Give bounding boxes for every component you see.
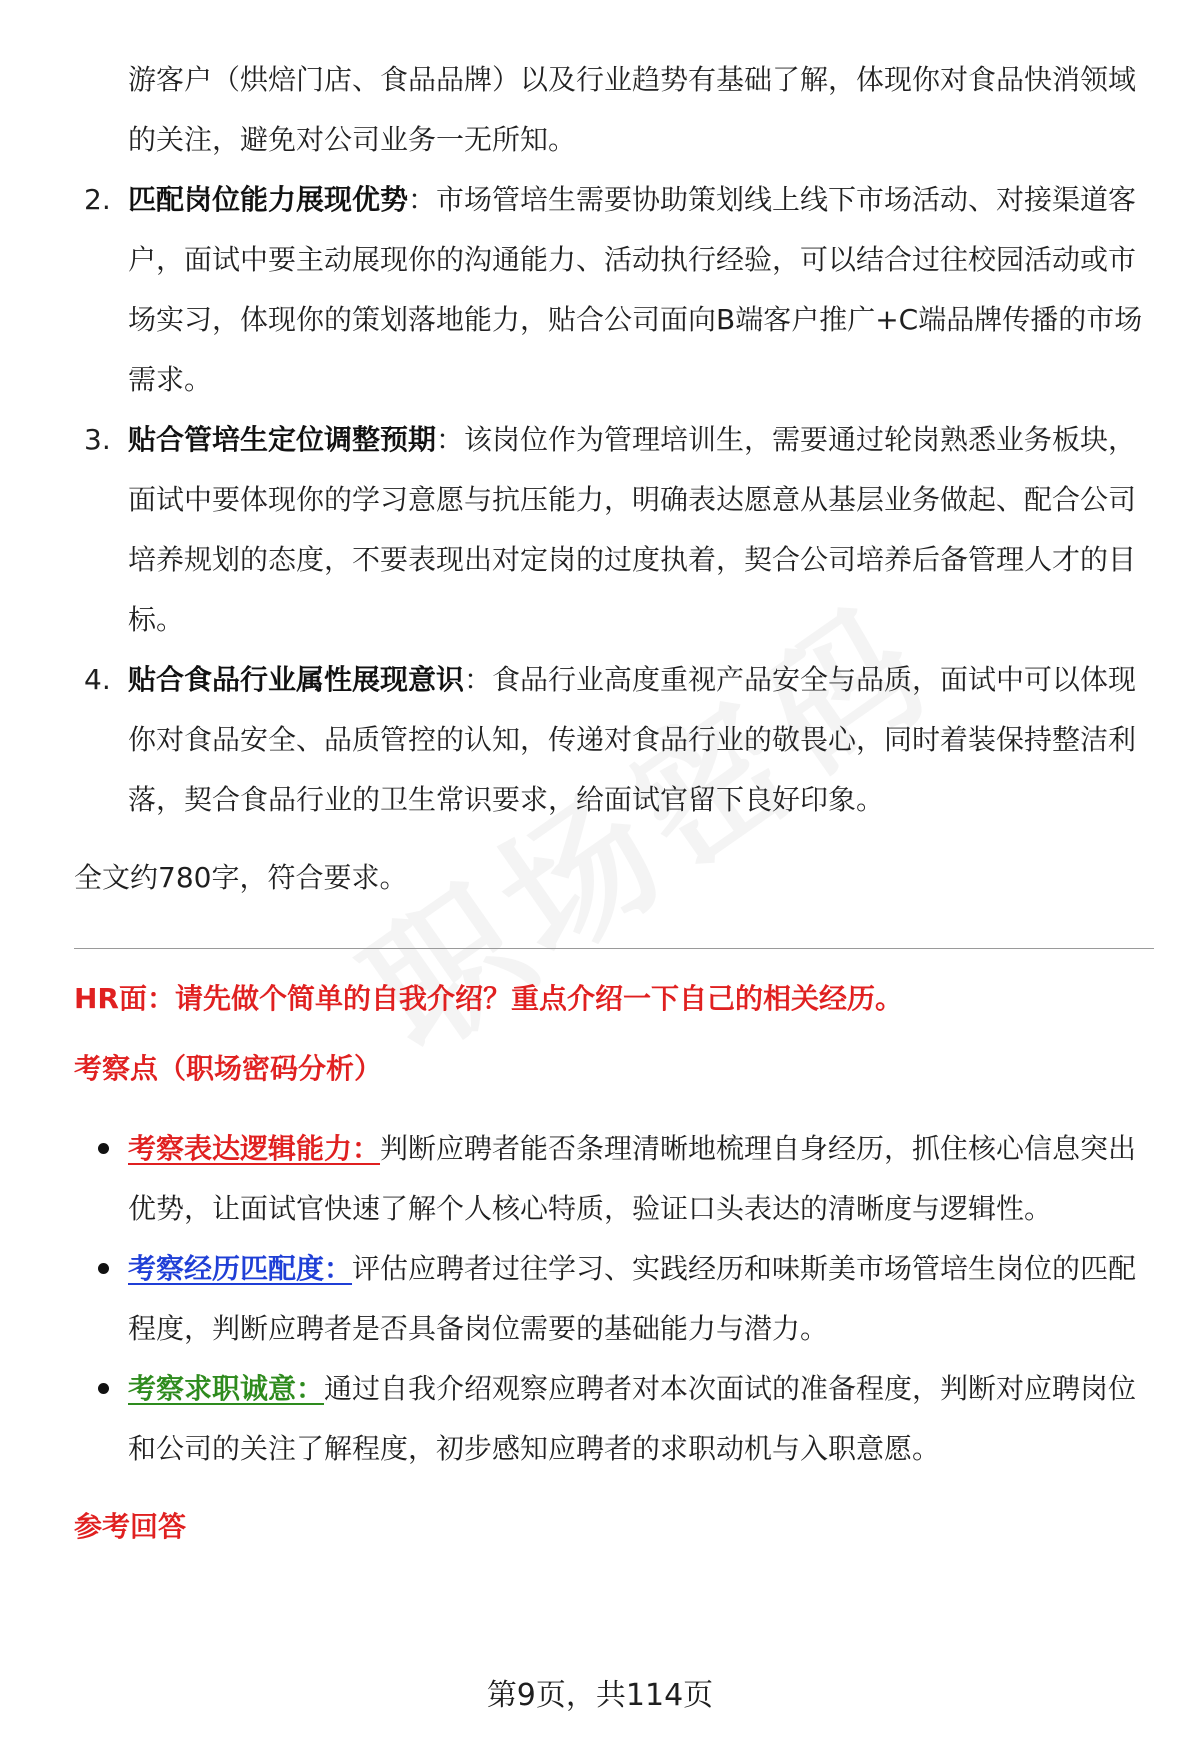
tip-item	[74, 170, 1144, 410]
tip-item	[74, 650, 1144, 830]
tip-text: ：市场管培生需要协助策划线上线下市场活动、对接渠道客户，面试中要主动展现你的沟通能力、活动执行经验，可以结合过往校园活动或市场实习，体现你的策划落地能力，贴合公司面向B端客户推广+C端品牌传播的市场需求。	[128, 183, 1143, 396]
tip-number: 4.	[84, 663, 111, 696]
bullet-icon	[98, 1383, 109, 1394]
page-number: 第9页，共114页	[486, 1678, 714, 1713]
point-text: 评估应聘者过往学习、实践经历和味斯美市场管培生岗位的匹配程度，判断应聘者是否具备岗位需要的基础能力与潜力。	[128, 1252, 1137, 1345]
point-keyword: 考察求职诚意：	[128, 1372, 325, 1405]
section-divider	[74, 948, 1154, 949]
tip-number: 2.	[84, 183, 111, 216]
tip-title: 匹配岗位能力展现优势	[128, 183, 409, 216]
tip-1-continuation: 游客户（烘焙门店、食品品牌）以及行业趋势有基础了解，体现你对食品快消领域的关注，避免对公司业务一无所知。	[128, 63, 1137, 156]
word-count-summary: 全文约780字，符合要求。	[74, 861, 408, 894]
tip-title: 贴合食品行业属性展现意识	[128, 663, 465, 696]
assessment-points-list	[74, 1119, 1144, 1479]
analysis-heading: 考察点（职场密码分析）	[74, 1052, 383, 1085]
tips-list	[74, 170, 1144, 830]
page-content	[74, 50, 1144, 1557]
tip-text: ：该岗位作为管理培训生，需要通过轮岗熟悉业务板块，面试中要体现你的学习意愿与抗压能力，明确表达愿意从基层业务做起、配合公司培养规划的态度，不要表现出对定岗的过度执着，契合公司培养后备管理人才的目标。	[128, 423, 1137, 636]
point-text: 判断应聘者能否条理清晰地梳理自身经历，抓住核心信息突出优势，让面试官快速了解个人核心特质，验证口头表达的清晰度与逻辑性。	[128, 1132, 1137, 1225]
bullet-icon	[98, 1143, 109, 1154]
assessment-point	[74, 1119, 1144, 1239]
tip-text: ：食品行业高度重视产品安全与品质，面试中可以体现你对食品安全、品质管控的认知，传递对食品行业的敬畏心，同时着装保持整洁利落，契合食品行业的卫生常识要求，给面试官留下良好印象。	[128, 663, 1137, 816]
tip-title: 贴合管培生定位调整预期	[128, 423, 437, 456]
point-text: 通过自我介绍观察应聘者对本次面试的准备程度，判断对应聘岗位和公司的关注了解程度，初步感知应聘者的求职动机与入职意愿。	[128, 1372, 1137, 1465]
assessment-point	[74, 1239, 1144, 1359]
bullet-icon	[98, 1263, 109, 1274]
point-keyword: 考察经历匹配度：	[128, 1252, 353, 1285]
reference-answer-heading: 参考回答	[74, 1510, 187, 1543]
tip-number: 3.	[84, 423, 111, 456]
point-keyword: 考察表达逻辑能力：	[128, 1132, 381, 1165]
interview-question: HR面：请先做个简单的自我介绍？重点介绍一下自己的相关经历。	[74, 982, 903, 1015]
assessment-point	[74, 1359, 1144, 1479]
tip-item	[74, 410, 1144, 650]
